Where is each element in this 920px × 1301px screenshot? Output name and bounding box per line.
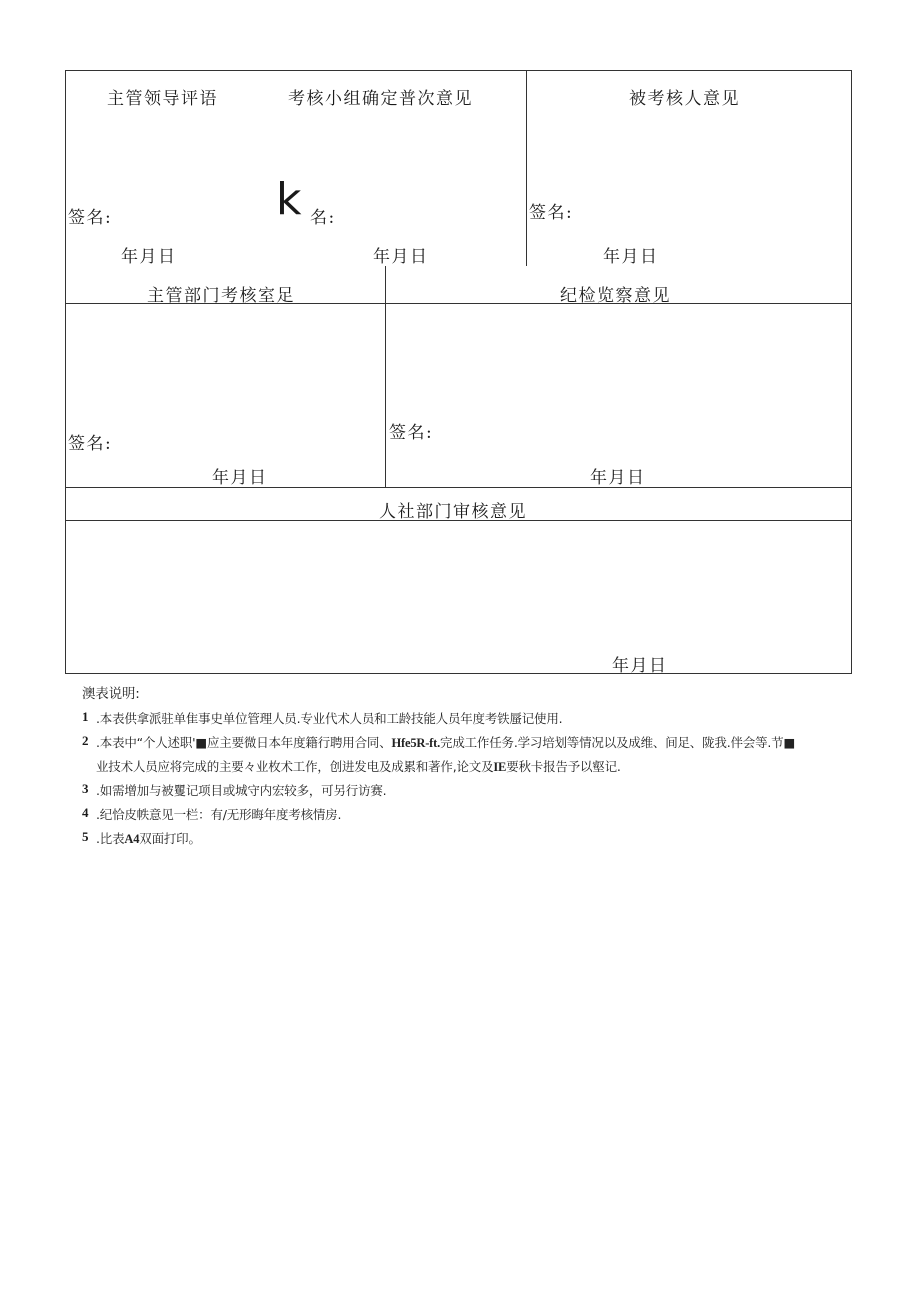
note-4-text: .纪恰皮帙意见一栏：有/无形晦年度考核情房.: [96, 807, 342, 822]
note-2-line2: [96, 757, 621, 775]
note-5-text: [96, 829, 201, 847]
row2-divider: [385, 266, 386, 487]
table-top-border: [65, 70, 852, 71]
note-2-text: [96, 733, 795, 751]
note-3-text: .如需增加与被矍记项目或城守内宏较多，可另行访赛.: [96, 783, 387, 798]
discipline-opinion-heading: 纪检览察意见: [560, 286, 671, 306]
table-bottom-border: [65, 673, 852, 674]
note-2-text-b: 完成工作任务.学习培划等情况以及成维、间足、陇我.伴会等.节■: [440, 735, 796, 750]
row3-top-border: [65, 487, 852, 488]
note-5-bold: A4: [124, 832, 140, 846]
note-2-line2-b: 要秋卡报告予以壑记.: [506, 759, 621, 774]
dept-sign-label: 签名:: [68, 434, 113, 454]
note-1-text: .本表供拿派驻单隹事史单位管理人员.专业代术人员和工龄技能人员年度考铁蜃记使用.: [96, 711, 563, 726]
discipline-sign-label: 签名:: [389, 423, 434, 443]
supervisor-sign-label: 签名:: [68, 208, 113, 228]
note-2-line2-a: 业技术人员应将完成的主要々业枚术工作，创进发电及成累和著作,论文及: [96, 759, 494, 774]
note-2-bold: Hfe5R-ft.: [391, 736, 441, 750]
appraisee-sign-label: 签名:: [529, 203, 574, 223]
note-3-number: 3: [82, 781, 89, 796]
note-4-number: 4: [82, 805, 89, 820]
appraisee-date: 年月日: [603, 247, 659, 267]
dept-opinion-heading: 主管部门考核室足: [147, 286, 295, 306]
note-2-line2-bold: IE: [493, 760, 507, 774]
notes-title: 澳表说明:: [82, 686, 140, 702]
hr-date: 年月日: [612, 656, 668, 676]
note-1-number: 1: [82, 709, 89, 724]
group-sign-label: 名:: [310, 208, 336, 228]
table-right-border: [851, 70, 852, 674]
supervisor-comment-heading: 主管领导评语: [107, 89, 218, 109]
supervisor-date: 年月日: [121, 247, 177, 267]
hr-opinion-heading: 人社部门审核意见: [379, 502, 527, 522]
table-left-border: [65, 70, 66, 674]
group-grade-opinion-heading: 考核小组确定普次意见: [288, 89, 473, 109]
row1-divider: [526, 70, 527, 266]
note-5-text-b: 双面打印。: [139, 831, 201, 846]
discipline-date: 年月日: [590, 468, 646, 488]
note-5-number: 5: [82, 829, 89, 844]
group-date: 年月日: [373, 247, 429, 267]
note-5-text-a: .比表: [96, 831, 125, 846]
appraisee-opinion-heading: 被考核人意见: [629, 89, 740, 109]
stamp-mark: k: [276, 174, 302, 225]
dept-date: 年月日: [212, 468, 268, 488]
note-2-number: 2: [82, 733, 89, 748]
note-2-text-a: .本表中“个人述职'■应主要微日本年度籍行聘用合同、: [96, 735, 392, 750]
